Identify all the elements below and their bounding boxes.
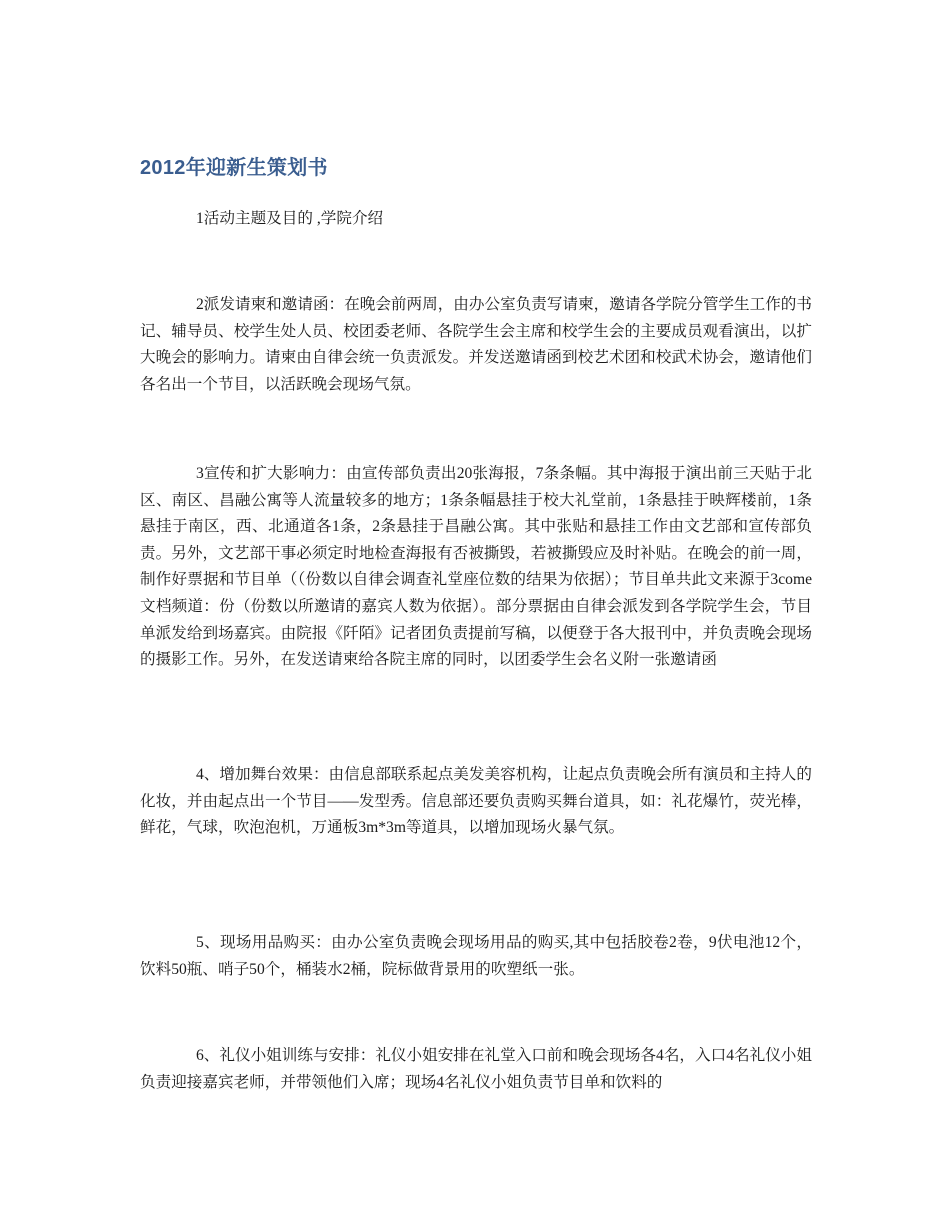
paragraph-3-publicity: 3宣传和扩大影响力：由宣传部负责出20张海报，7条条幅。其中海报于演出前三天贴于北区、南区、昌融公寓等人流量较多的地方；1条条幅悬挂于校大礼堂前，1条悬挂于映辉楼前，1条悬挂于南区，西、北通道各1条，2条悬挂于昌融公寓。其中张贴和悬挂工作由文艺部和宣传部负责。另外，文艺部干事必须定时地检查海报有否被撕毁，若被撕毁应及时补贴。在晚会的前一周，制作好票据和节目单（（份数以自律会调查礼堂座位数的结果为依据）；节目单共此文来源于3come文档频道：份（份数以所邀请的嘉宾人数为依据）。部分票据由自律会派发到各学院学生会，节目单派发给到场嘉宾。由院报《阡陌》记者团负责提前写稿，以便登于各大报刊中，并负责晚会现场的摄影工作。另外，在发送请柬给各院主席的同时，以团委学生会名义附一张邀请函 [140, 465, 812, 669]
paragraph-2-invitations: 2派发请柬和邀请函：在晚会前两周，由办公室负责写请柬，邀请各学院分管学生工作的书记、辅导员、校学生处人员、校团委老师、各院学生会主席和校学生会的主要成员观看演出，以扩大晚会的影响力。请柬由自律会统一负责派发。并发送邀请函到校艺术团和校武术协会，邀请他们各名出一个节目，以活跃晚会现场气氛。 [140, 296, 812, 393]
paragraph-5-supplies: 5、现场用品购买：由办公室负责晚会现场用品的购买,其中包括胶卷2卷，9伏电池12个，饮料50瓶、哨子50个，桶装水2桶，院标做背景用的吹塑纸一张。 [140, 934, 812, 978]
paragraph-6-etiquette: 6、礼仪小姐训练与安排：礼仪小姐安排在礼堂入口前和晚会现场各4名，入口4名礼仪小姐负责迎接嘉宾老师，并带领他们入席；现场4名礼仪小姐负责节目单和饮料的 [140, 1047, 812, 1091]
paragraph-4-stage-effects: 4、增加舞台效果：由信息部联系起点美发美容机构，让起点负责晚会所有演员和主持人的化妆，并由起点出一个节目——发型秀。信息部还要负责购买舞台道具，如：礼花爆竹，荧光棒，鲜花，气球，吹泡泡机，万通板3m*3m等道具，以增加现场火暴气氛。 [140, 766, 812, 837]
document-title: 2012年迎新生策划书 [140, 157, 328, 179]
paragraph-1-theme: 1活动主题及目的 ,学院介绍 [196, 210, 384, 227]
